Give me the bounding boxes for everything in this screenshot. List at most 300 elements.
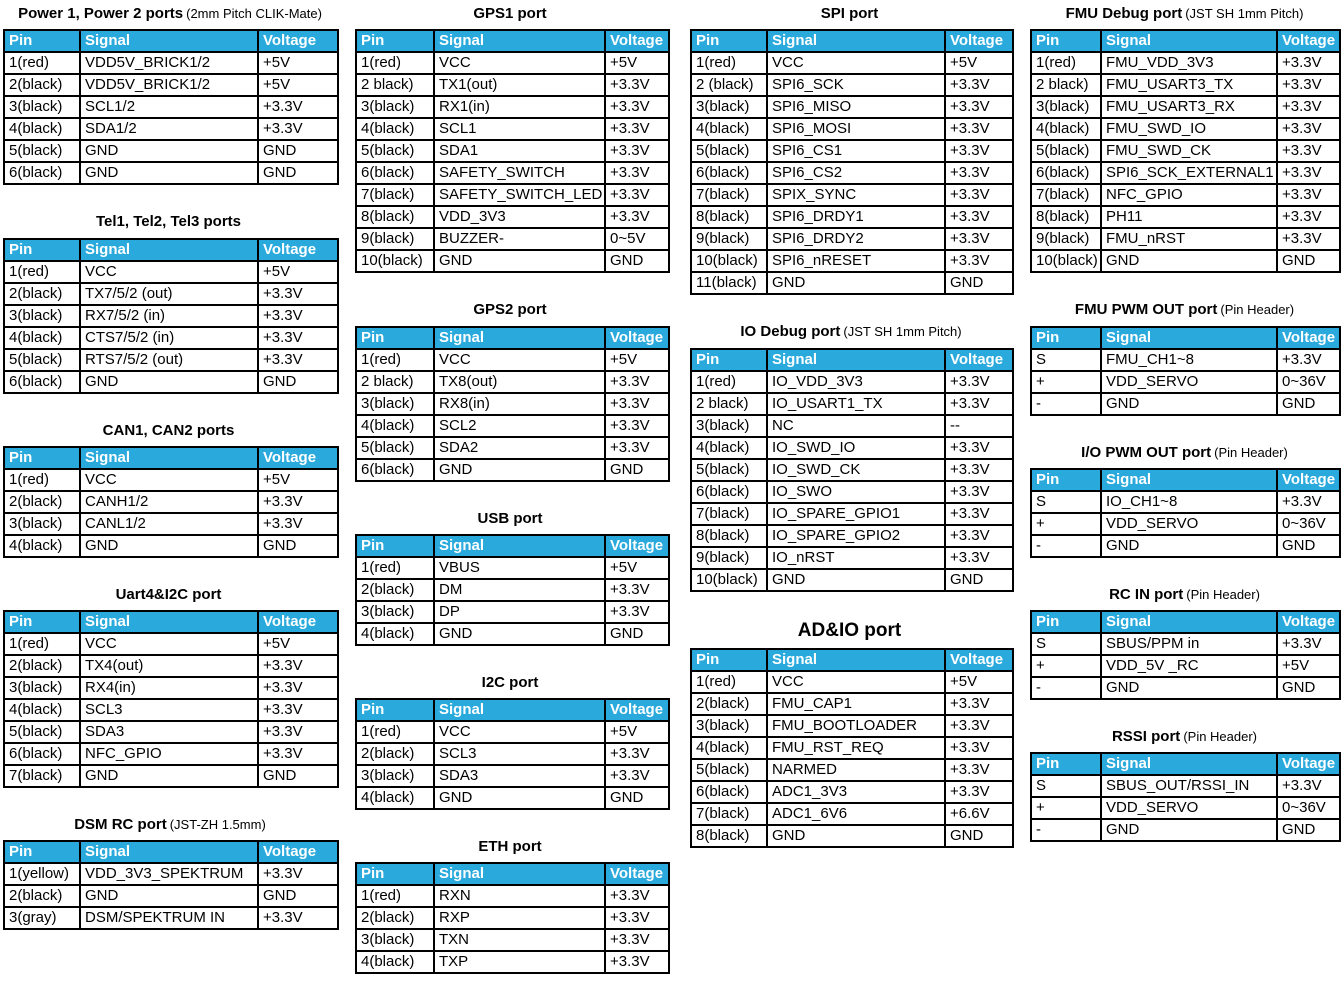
pin-cell: 4(black) [356, 415, 434, 437]
signal-cell: PH11 [1101, 206, 1277, 228]
pinout-table [3, 238, 339, 394]
port-title-text: CAN1, CAN2 ports [102, 421, 235, 439]
signal-cell: IO_USART1_TX [767, 393, 945, 415]
signal-cell: TXP [434, 951, 605, 973]
signal-cell: DP [434, 601, 605, 623]
pin-cell: 8(black) [691, 825, 767, 847]
voltage-cell: +5V [605, 349, 669, 371]
pin-row [4, 371, 338, 393]
pin-cell: 1(red) [4, 261, 80, 283]
header-pin: Pin [691, 30, 767, 52]
pin-row [691, 671, 1013, 693]
voltage-cell: +3.3V [945, 393, 1013, 415]
pin-cell: 3(black) [691, 96, 767, 118]
pin-row [691, 503, 1013, 525]
voltage-cell: +3.3V [945, 371, 1013, 393]
voltage-cell: +3.3V [258, 721, 338, 743]
voltage-cell: +3.3V [258, 118, 338, 140]
pinout-table [3, 446, 339, 558]
pin-row [691, 437, 1013, 459]
table-header-row [4, 30, 338, 52]
table-header-row [4, 611, 338, 633]
pin-row [1031, 162, 1340, 184]
header-voltage: Voltage [258, 611, 338, 633]
signal-cell: IO_SWD_CK [767, 459, 945, 481]
pin-cell: 9(black) [1031, 228, 1101, 250]
pin-cell: 5(black) [691, 459, 767, 481]
header-pin: Pin [356, 863, 434, 885]
pin-cell: 6(black) [4, 162, 80, 184]
pin-row [691, 250, 1013, 272]
pin-row [691, 415, 1013, 437]
voltage-cell: +3.3V [945, 206, 1013, 228]
pinout-table [690, 648, 1014, 848]
table-header-row [356, 327, 669, 349]
pin-row [4, 907, 338, 929]
voltage-cell: +3.3V [1277, 775, 1340, 797]
voltage-cell: +3.3V [258, 863, 338, 885]
signal-cell: DM [434, 579, 605, 601]
pin-cell: - [1031, 819, 1101, 841]
pin-row [691, 547, 1013, 569]
voltage-cell: +3.3V [1277, 349, 1340, 371]
signal-cell: FMU_BOOTLOADER [767, 715, 945, 737]
signal-cell: FMU_RST_REQ [767, 737, 945, 759]
pin-row [1031, 677, 1340, 699]
header-pin: Pin [1031, 327, 1101, 349]
voltage-cell: +3.3V [258, 513, 338, 535]
pin-cell: 2(black) [4, 283, 80, 305]
table-header-row [1031, 753, 1340, 775]
pin-row [4, 261, 338, 283]
signal-cell: IO_SWO [767, 481, 945, 503]
port-table-block [355, 669, 668, 810]
signal-cell: SPI6_CS2 [767, 162, 945, 184]
signal-cell: GND [80, 140, 258, 162]
pin-row [356, 623, 669, 645]
pin-row [691, 184, 1013, 206]
pin-row [1031, 633, 1340, 655]
pinout-table [3, 840, 339, 930]
pin-row [4, 327, 338, 349]
header-signal: Signal [80, 30, 258, 52]
pin-row [1031, 228, 1340, 250]
pin-cell: 2(black) [4, 655, 80, 677]
voltage-cell: GND [1277, 819, 1340, 841]
signal-cell: SBUS_OUT/RSSI_IN [1101, 775, 1277, 797]
pin-row [356, 951, 669, 973]
pin-cell: - [1031, 393, 1101, 415]
voltage-cell: +5V [258, 261, 338, 283]
pin-row [356, 743, 669, 765]
voltage-cell: +3.3V [605, 393, 669, 415]
voltage-cell: +3.3V [605, 74, 669, 96]
port-title [1030, 439, 1339, 461]
pin-cell: 5(black) [4, 721, 80, 743]
port-title [3, 417, 337, 439]
port-title-text: AD&IO port [797, 619, 902, 641]
signal-cell: IO_SWD_IO [767, 437, 945, 459]
pin-cell: 10(black) [356, 250, 434, 272]
signal-cell: IO_SPARE_GPIO2 [767, 525, 945, 547]
voltage-cell: +3.3V [1277, 491, 1340, 513]
voltage-cell: +3.3V [1277, 52, 1340, 74]
pin-cell: - [1031, 677, 1101, 699]
pin-row [4, 118, 338, 140]
pin-cell: 2 black) [691, 393, 767, 415]
signal-cell: VCC [80, 633, 258, 655]
voltage-cell: +3.3V [605, 415, 669, 437]
port-table-block [690, 318, 1012, 591]
pin-row [4, 140, 338, 162]
pin-row [4, 305, 338, 327]
port-title-text: GPS1 port [473, 5, 547, 22]
signal-cell: FMU_nRST [1101, 228, 1277, 250]
signal-cell: GND [434, 250, 605, 272]
port-table-block [3, 811, 337, 930]
pin-row [356, 437, 669, 459]
header-signal: Signal [434, 535, 605, 557]
signal-cell: RXN [434, 885, 605, 907]
voltage-cell: +3.3V [1277, 206, 1340, 228]
signal-cell: SPI6_CS1 [767, 140, 945, 162]
pin-row [1031, 349, 1340, 371]
table-header-row [356, 30, 669, 52]
voltage-cell: +3.3V [258, 677, 338, 699]
voltage-cell: +3.3V [605, 743, 669, 765]
pin-cell: 2(black) [356, 907, 434, 929]
port-title [3, 811, 337, 833]
port-title-subtitle: (2mm Pitch CLIK-Mate) [186, 6, 322, 21]
signal-cell: GND [767, 272, 945, 294]
pin-cell: 10(black) [1031, 250, 1101, 272]
port-title-text: Power 1, Power 2 ports [18, 5, 184, 22]
port-table-block [355, 505, 668, 646]
pin-row [356, 140, 669, 162]
pin-row [4, 491, 338, 513]
voltage-cell: +3.3V [945, 118, 1013, 140]
port-table-block [3, 0, 337, 185]
voltage-cell: +3.3V [945, 96, 1013, 118]
signal-cell: SAFETY_SWITCH [434, 162, 605, 184]
pin-cell: 5(black) [1031, 140, 1101, 162]
table-header-row [691, 649, 1013, 671]
pin-row [356, 929, 669, 951]
signal-cell: DSM/SPEKTRUM IN [80, 907, 258, 929]
pinout-table [355, 29, 670, 273]
voltage-cell: +5V [945, 671, 1013, 693]
pin-cell: 1(red) [4, 633, 80, 655]
signal-cell: RX8(in) [434, 393, 605, 415]
signal-cell: SDA1/2 [80, 118, 258, 140]
port-table-block [355, 833, 668, 974]
pin-row [356, 907, 669, 929]
pin-row [691, 737, 1013, 759]
voltage-cell: +5V [258, 74, 338, 96]
pin-cell: 4(black) [691, 118, 767, 140]
header-signal: Signal [1101, 611, 1277, 633]
pin-row [356, 184, 669, 206]
voltage-cell: +3.3V [605, 579, 669, 601]
voltage-cell: +3.3V [945, 781, 1013, 803]
signal-cell: FMU_SWD_CK [1101, 140, 1277, 162]
signal-cell: VCC [434, 52, 605, 74]
pin-cell: 1(red) [356, 721, 434, 743]
pin-cell: 9(black) [691, 547, 767, 569]
header-pin: Pin [4, 841, 80, 863]
pinout-table [355, 698, 670, 810]
signal-cell: GND [1101, 250, 1277, 272]
voltage-cell: +3.3V [258, 305, 338, 327]
pin-cell: 4(black) [4, 327, 80, 349]
pin-row [691, 52, 1013, 74]
table-header-row [1031, 469, 1340, 491]
port-title [690, 318, 1012, 340]
voltage-cell: +3.3V [1277, 633, 1340, 655]
voltage-cell: +5V [945, 52, 1013, 74]
pin-cell: 1(red) [4, 469, 80, 491]
header-voltage: Voltage [605, 863, 669, 885]
signal-cell: NFC_GPIO [1101, 184, 1277, 206]
pin-cell: 5(black) [4, 349, 80, 371]
pin-row [356, 228, 669, 250]
pin-cell: 4(black) [356, 787, 434, 809]
pinout-table [1030, 610, 1341, 700]
table-header-row [4, 239, 338, 261]
voltage-cell: +5V [1277, 655, 1340, 677]
pin-cell: 4(black) [356, 951, 434, 973]
header-signal: Signal [80, 447, 258, 469]
port-table-block [690, 0, 1012, 295]
pin-row [356, 118, 669, 140]
header-signal: Signal [434, 30, 605, 52]
pin-cell: + [1031, 513, 1101, 535]
pin-cell: 5(black) [356, 437, 434, 459]
voltage-cell: +3.3V [945, 184, 1013, 206]
pin-cell: 9(black) [691, 228, 767, 250]
header-voltage: Voltage [1277, 469, 1340, 491]
port-title-subtitle: (Pin Header) [1214, 444, 1288, 460]
header-signal: Signal [80, 611, 258, 633]
pin-row [691, 206, 1013, 228]
header-signal: Signal [1101, 327, 1277, 349]
signal-cell: RXP [434, 907, 605, 929]
voltage-cell: 0~36V [1277, 513, 1340, 535]
pin-row [691, 715, 1013, 737]
port-title-text: GPS2 port [473, 301, 547, 319]
pin-cell: 9(black) [356, 228, 434, 250]
voltage-cell: +3.3V [258, 655, 338, 677]
signal-cell: GND [434, 459, 605, 481]
pin-row [356, 96, 669, 118]
signal-cell: VCC [767, 52, 945, 74]
signal-cell: GND [767, 569, 945, 591]
header-pin: Pin [1031, 30, 1101, 52]
pinout-table [1030, 326, 1341, 416]
port-title [1030, 723, 1339, 745]
port-title-text: ETH port [478, 838, 542, 855]
pin-row [1031, 140, 1340, 162]
pin-row [1031, 393, 1340, 415]
header-signal: Signal [434, 327, 605, 349]
voltage-cell: 0~36V [1277, 797, 1340, 819]
pin-cell: + [1031, 797, 1101, 819]
voltage-cell: +3.3V [605, 885, 669, 907]
signal-cell: VDD_5V _RC [1101, 655, 1277, 677]
port-table-block [690, 615, 1012, 849]
header-signal: Signal [434, 699, 605, 721]
header-pin: Pin [4, 30, 80, 52]
pin-row [356, 787, 669, 809]
pin-cell: 5(black) [356, 140, 434, 162]
header-pin: Pin [4, 611, 80, 633]
port-title-text: SPI port [820, 5, 879, 22]
signal-cell: SPI6_DRDY2 [767, 228, 945, 250]
signal-cell: ADC1_6V6 [767, 803, 945, 825]
voltage-cell: +6.6V [945, 803, 1013, 825]
header-voltage: Voltage [945, 649, 1013, 671]
pin-cell: 6(black) [1031, 162, 1101, 184]
pin-row [4, 677, 338, 699]
pinout-table [355, 862, 670, 974]
pin-cell: 3(black) [4, 677, 80, 699]
port-title-subtitle: (JST-ZH 1.5mm) [169, 817, 266, 832]
pin-cell: 6(black) [691, 162, 767, 184]
pin-cell: 7(black) [4, 765, 80, 787]
voltage-cell: +5V [605, 721, 669, 743]
pin-cell: 4(black) [4, 699, 80, 721]
signal-cell: GND [1101, 535, 1277, 557]
port-title-text: I/O PWM OUT port [1081, 443, 1212, 461]
table-header-row [356, 535, 669, 557]
pin-cell: 1(red) [356, 885, 434, 907]
signal-cell: IO_VDD_3V3 [767, 371, 945, 393]
signal-cell: SCL1 [434, 118, 605, 140]
pin-cell: 2(black) [4, 491, 80, 513]
pin-cell: 2 black) [356, 74, 434, 96]
pin-cell: 3(gray) [4, 907, 80, 929]
pin-cell: 5(black) [4, 140, 80, 162]
signal-cell: GND [1101, 819, 1277, 841]
port-title [355, 0, 668, 22]
pinout-table [690, 348, 1014, 592]
voltage-cell: GND [945, 825, 1013, 847]
voltage-cell: +3.3V [605, 951, 669, 973]
signal-cell: GND [80, 535, 258, 557]
port-title-text: DSM RC port [74, 816, 167, 833]
header-pin: Pin [356, 327, 434, 349]
pinout-table [3, 610, 339, 788]
port-table-block [1030, 439, 1339, 558]
voltage-cell: +5V [258, 52, 338, 74]
voltage-cell: +3.3V [945, 74, 1013, 96]
port-title [355, 505, 668, 527]
pin-cell: 6(black) [356, 162, 434, 184]
header-voltage: Voltage [605, 699, 669, 721]
table-header-row [356, 863, 669, 885]
pin-cell: S [1031, 349, 1101, 371]
port-title-subtitle: (JST SH 1mm Pitch) [1185, 6, 1304, 21]
header-signal: Signal [80, 239, 258, 261]
header-signal: Signal [1101, 30, 1277, 52]
signal-cell: GND [80, 371, 258, 393]
pin-row [691, 781, 1013, 803]
pin-cell: 4(black) [691, 437, 767, 459]
voltage-cell: 0~5V [605, 228, 669, 250]
pin-cell: 7(black) [691, 503, 767, 525]
pin-row [4, 633, 338, 655]
pin-cell: 6(black) [4, 371, 80, 393]
signal-cell: FMU_VDD_3V3 [1101, 52, 1277, 74]
signal-cell: NFC_GPIO [80, 743, 258, 765]
header-voltage: Voltage [1277, 30, 1340, 52]
pin-cell: 8(black) [1031, 206, 1101, 228]
table-header-row [691, 30, 1013, 52]
port-title [3, 0, 337, 22]
port-title-text: Uart4&I2C port [115, 585, 222, 603]
port-title [690, 615, 1012, 642]
voltage-cell: +5V [258, 469, 338, 491]
pin-row [691, 74, 1013, 96]
pin-cell: 7(black) [1031, 184, 1101, 206]
pin-cell: 3(black) [4, 305, 80, 327]
pinout-table [355, 326, 670, 482]
pin-cell: + [1031, 371, 1101, 393]
signal-cell: VCC [434, 721, 605, 743]
voltage-cell: +3.3V [945, 140, 1013, 162]
port-table-block [1030, 723, 1339, 842]
pin-row [691, 140, 1013, 162]
pin-row [4, 162, 338, 184]
header-voltage: Voltage [605, 327, 669, 349]
voltage-cell: +3.3V [945, 162, 1013, 184]
signal-cell: RX4(in) [80, 677, 258, 699]
table-header-row [691, 349, 1013, 371]
voltage-cell: GND [258, 535, 338, 557]
port-title-subtitle: (Pin Header) [1183, 729, 1258, 744]
voltage-cell: +3.3V [945, 737, 1013, 759]
port-table-block [1030, 0, 1339, 273]
signal-cell: VDD5V_BRICK1/2 [80, 74, 258, 96]
port-title [1030, 296, 1339, 318]
pin-row [356, 415, 669, 437]
pin-row [691, 569, 1013, 591]
pin-row [691, 393, 1013, 415]
voltage-cell: GND [945, 569, 1013, 591]
pin-cell: 4(black) [1031, 118, 1101, 140]
port-title-text: I2C port [481, 673, 539, 691]
signal-cell: SPI6_MISO [767, 96, 945, 118]
pin-cell: 1(red) [356, 349, 434, 371]
pin-cell: 3(black) [356, 765, 434, 787]
voltage-cell: GND [1277, 393, 1340, 415]
port-title-text: RSSI port [1111, 728, 1181, 745]
pin-row [691, 118, 1013, 140]
signal-cell: FMU_USART3_TX [1101, 74, 1277, 96]
signal-cell: SDA3 [80, 721, 258, 743]
pin-cell: 11(black) [691, 272, 767, 294]
pin-cell: 7(black) [691, 184, 767, 206]
pin-row [691, 228, 1013, 250]
header-pin: Pin [356, 699, 434, 721]
voltage-cell: +3.3V [258, 743, 338, 765]
pin-cell: 3(black) [691, 715, 767, 737]
voltage-cell: GND [258, 885, 338, 907]
signal-cell: FMU_SWD_IO [1101, 118, 1277, 140]
pin-cell: 4(black) [4, 118, 80, 140]
signal-cell: TX8(out) [434, 371, 605, 393]
voltage-cell: +3.3V [258, 699, 338, 721]
